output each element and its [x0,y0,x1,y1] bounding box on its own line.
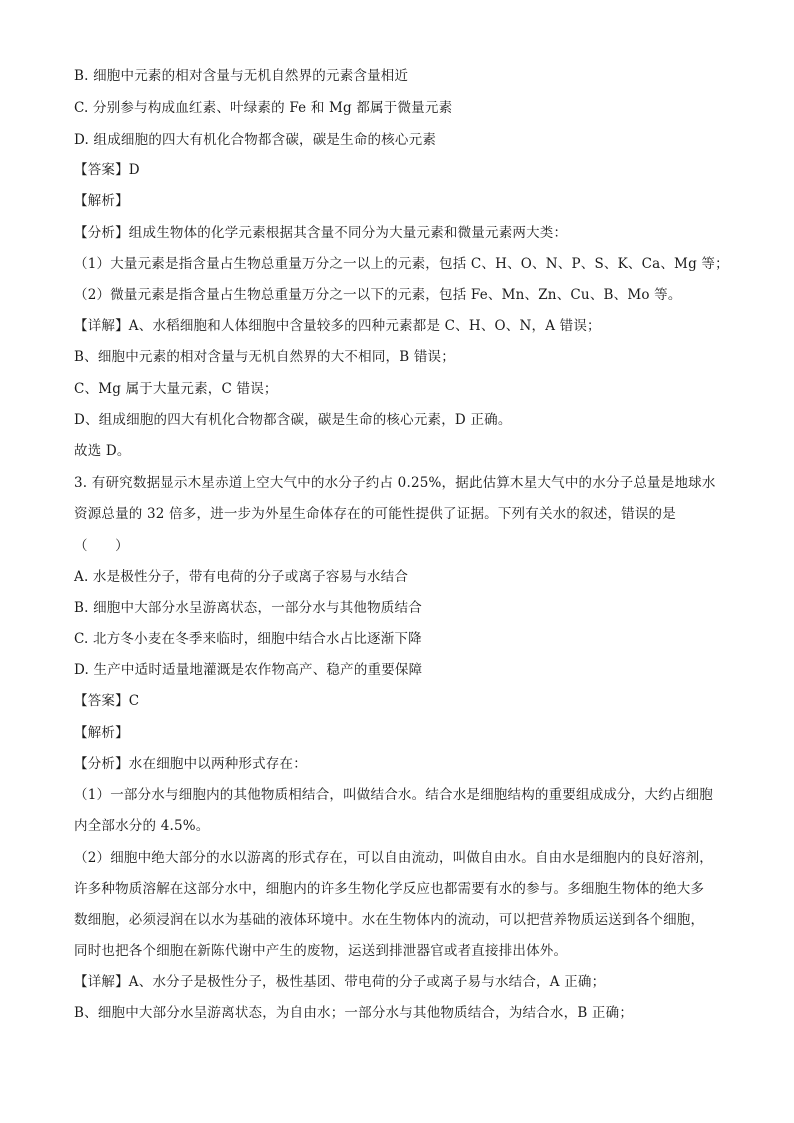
q3-option-b: B. 细胞中大部分水呈游离状态，一部分水与其他物质结合 [74,600,422,616]
analysis-intro: 【分析】组成生物体的化学元素根据其含量不同分为大量元素和微量元素两大类： [74,225,568,241]
q3-option-a: A. 水是极性分子，带有电荷的分子或离子容易与水结合 [74,569,409,585]
q3-analysis-point-2b: 许多种物质溶解在这部分水中，细胞内的许多生物化学反应也都需要有水的参与。多细胞生物体的绝大多 [74,881,705,897]
q3-analysis-point-2c: 数细胞，必须浸润在以水为基础的液体环境中。水在生物体内的流动，可以把营养物质运送到各个细胞， [74,912,705,928]
detail-d: D、组成细胞的四大有机化合物都含碳，碳是生命的核心元素，D 正确。 [74,412,512,428]
q3-analysis-point-2d: 同时也把各个细胞在新陈代谢中产生的废物，运送到排泄器官或者直接排出体外。 [74,943,568,959]
q3-analysis-point-1a: （1）一部分水与细胞内的其他物质相结合，叫做结合水。结合水是细胞结构的重要组成成分，大约占细胞 [74,787,713,803]
question-3-line-1: 3. 有研究数据显示木星赤道上空大气中的水分子约占 0.25%，据此估算木星大气中的水分子总量是地球水 [74,475,716,491]
choice-d-conclusion: 故选 D。 [74,443,131,459]
detail-a: 【详解】A、水稻细胞和人体细胞中含量较多的四种元素都是 C、H、O、N，A 错误； [74,318,601,334]
analysis-point-1: （1）大量元素是指含量占生物总重量万分之一以上的元素，包括 C、H、O、N、P、S、K、Ca、Mg 等； [74,256,729,272]
question-3-blank: （ ） [74,538,129,554]
detail-b: B、细胞中元素的相对含量与无机自然界的大不相同，B 错误； [74,349,455,365]
q3-analysis-point-2a: （2）细胞中绝大部分的水以游离的形式存在，可以自由流动，叫做自由水。自由水是细胞内的良好溶剂， [74,850,713,866]
q3-detail-b: B、细胞中大部分水呈游离状态，为自由水；一部分水与其他物质结合，为结合水，B 正确； [74,1005,634,1021]
q3-analysis-intro: 【分析】水在细胞中以两种形式存在： [74,756,307,772]
analysis-point-2: （2）微量元素是指含量占生物总重量万分之一以下的元素，包括 Fe、Mn、Zn、Cu、B、Mo 等。 [74,287,682,303]
option-d-line: D. 组成细胞的四大有机化合物都含碳，碳是生命的核心元素 [74,132,437,148]
q3-analysis-heading: 【解析】 [74,725,129,741]
option-b-line: B. 细胞中元素的相对含量与无机自然界的元素含量相近 [74,68,409,84]
q3-option-d: D. 生产中适时适量地灌溉是农作物高产、稳产的重要保障 [74,662,423,678]
analysis-heading: 【解析】 [74,193,129,209]
option-c-line: C. 分别参与构成血红素、叶绿素的 Fe 和 Mg 都属于微量元素 [74,100,453,116]
answer-line: 【答案】D [74,162,140,178]
q3-answer: 【答案】C [74,693,140,709]
question-3-line-2: 资源总量的 32 倍多，进一步为外星生命体存在的可能性提供了证据。下列有关水的叙述，错误的是 [74,506,676,522]
detail-c: C、Mg 属于大量元素，C 错误； [74,381,278,397]
q3-detail-a: 【详解】A、水分子是极性分子，极性基团、带电荷的分子或离子易与水结合，A 正确； [74,974,606,990]
q3-analysis-point-1b: 内全部水分的 4.5%。 [74,818,210,834]
q3-option-c: C. 北方冬小麦在冬季来临时，细胞中结合水占比逐渐下降 [74,631,422,647]
